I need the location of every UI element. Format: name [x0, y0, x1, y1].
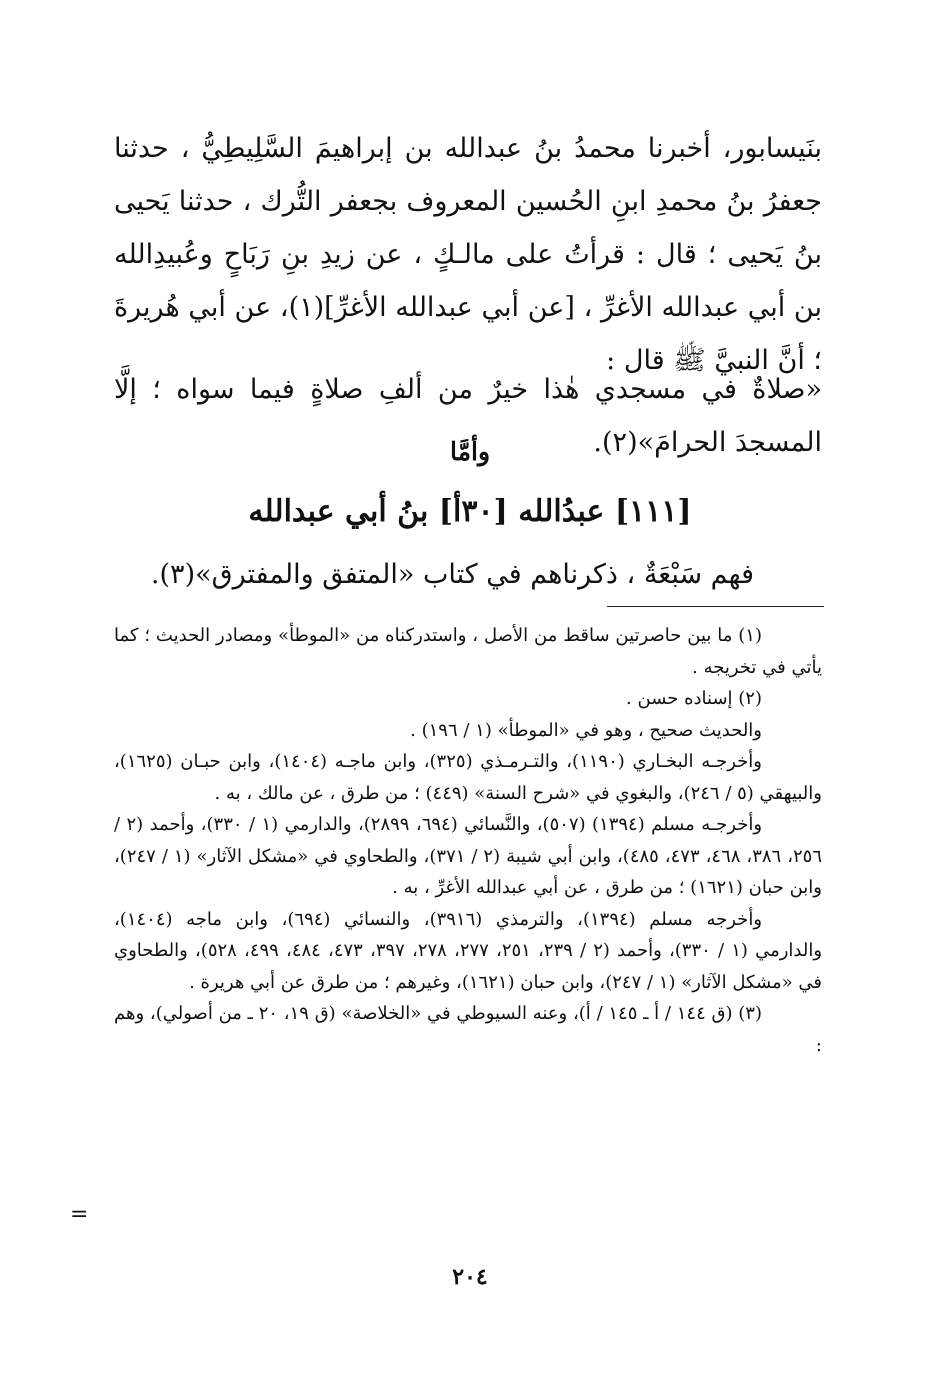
- chapter-subtitle: فهم سَبْعَةٌ ، ذكرناهم في كتاب «المتفق والمفترق»(٣).: [150, 559, 754, 590]
- chapter-title: [١١١] عبدُالله [٣٠أ] بنُ أبي عبدالله: [248, 494, 692, 529]
- hadith-text: «صلاةٌ في مسجدي هٰذا خيرٌ من ألفِ صلاةٍ فيما سواه ؛ إلَّا المسجدَ الحرامَ»(٢).: [114, 374, 822, 458]
- hadith-quote: [114, 336, 822, 496]
- footnote-item: وأخرجـه البخـاري (١١٩٠)، والتـرمـذي (٣٢٥)، وابن ماجـه (١٤٠٤)، وابن حبـان (١٦٢٥)، والبيهقي (٥ / ٢٤٦)، والبغوي في «شرح السنة» (٤٤٩) ؛ من طرق ، عن مالك ، به .: [114, 751, 822, 804]
- footnote-item: (٢) إسناده حسن .: [626, 688, 762, 709]
- footnote-item: والحديث صحيح ، وهو في «الموطأ» (١ / ١٩٦) .: [410, 719, 762, 741]
- continuation-mark: =: [70, 1202, 89, 1227]
- main-paragraph-text: بنَيسابور، أخبرنا محمدُ بنُ عبدالله بن إبراهيمَ السَّلِيطِيُّ ، حدثنا جعفرُ بنُ محمدِ ابنِ الحُسين المعروف بجعفر التُّرك ، حدثنا يَحيى بنُ يَحيى ؛ قال : قرأتُ على مالـكٍ ، عن زيدِ بنِ رَبَاحٍ وعُبيدِالله بن أبي عبدالله الأغرِّ ، [عن أبي عبدالله الأغرِّ](١)، عن أبي هُريرةَ ؛ أنَّ النبيَّ ﷺ قال :: [114, 133, 823, 376]
- footnote-item: (٣) (ق ١٤٤ / أ ـ ١٤٥ / أ)، وعنه السيوطي في «الخلاصة» (ق ١٩، ٢٠ ـ من أصولي)، وهم :: [114, 1003, 822, 1056]
- page-number: ٢٠٤: [452, 1264, 488, 1290]
- footnote-item: وأخرجـه مسلم (١٣٩٤) (٥٠٧)، والنَّسائي (٦٩٤، ٢٨٩٩)، والدارمي (١ / ٣٣٠)، وأحمد (٢ / ٢٥٦، ٣٨٦، ٤٦٨، ٤٧٣، ٤٨٥)، وابن أبي شيبة (٢ / ٣٧١)، والطحاوي في «مشكل الآثار» (١ / ٢٤٧)، وابن حبان (١٦٢١) ؛ من طرق ، عن أبي عبدالله الأغرِّ ، به .: [114, 814, 823, 898]
- footnote-separator: [607, 606, 824, 607]
- footnotes: [114, 620, 822, 1061]
- footnote-item: (١) ما بين حاصرتين ساقط من الأصل ، واستدركناه من «الموطأ» ومصادر الحديث ؛ كما يأتي في تخريجه .: [114, 625, 822, 678]
- footnote-item: وأخرجه مسلم (١٣٩٤)، والترمذي (٣٩١٦)، والنسائي (٦٩٤)، وابن ماجه (١٤٠٤)، والدارمي (١ / ٣٣٠)، وأحمد (٢ / ٢٣٩، ٢٥١، ٢٧٧، ٢٧٨، ٣٩٧، ٤٧٣، ٤٨٤، ٤٩٩، ٥٢٨)، والطحاوي في «مشكل الآثار» (١ / ٢٤٧)، وابن حبان (١٦٢١)، وغيرهم ؛ من طرق عن أبي هريرة .: [114, 908, 823, 993]
- section-connector: وأمَّا: [449, 437, 491, 466]
